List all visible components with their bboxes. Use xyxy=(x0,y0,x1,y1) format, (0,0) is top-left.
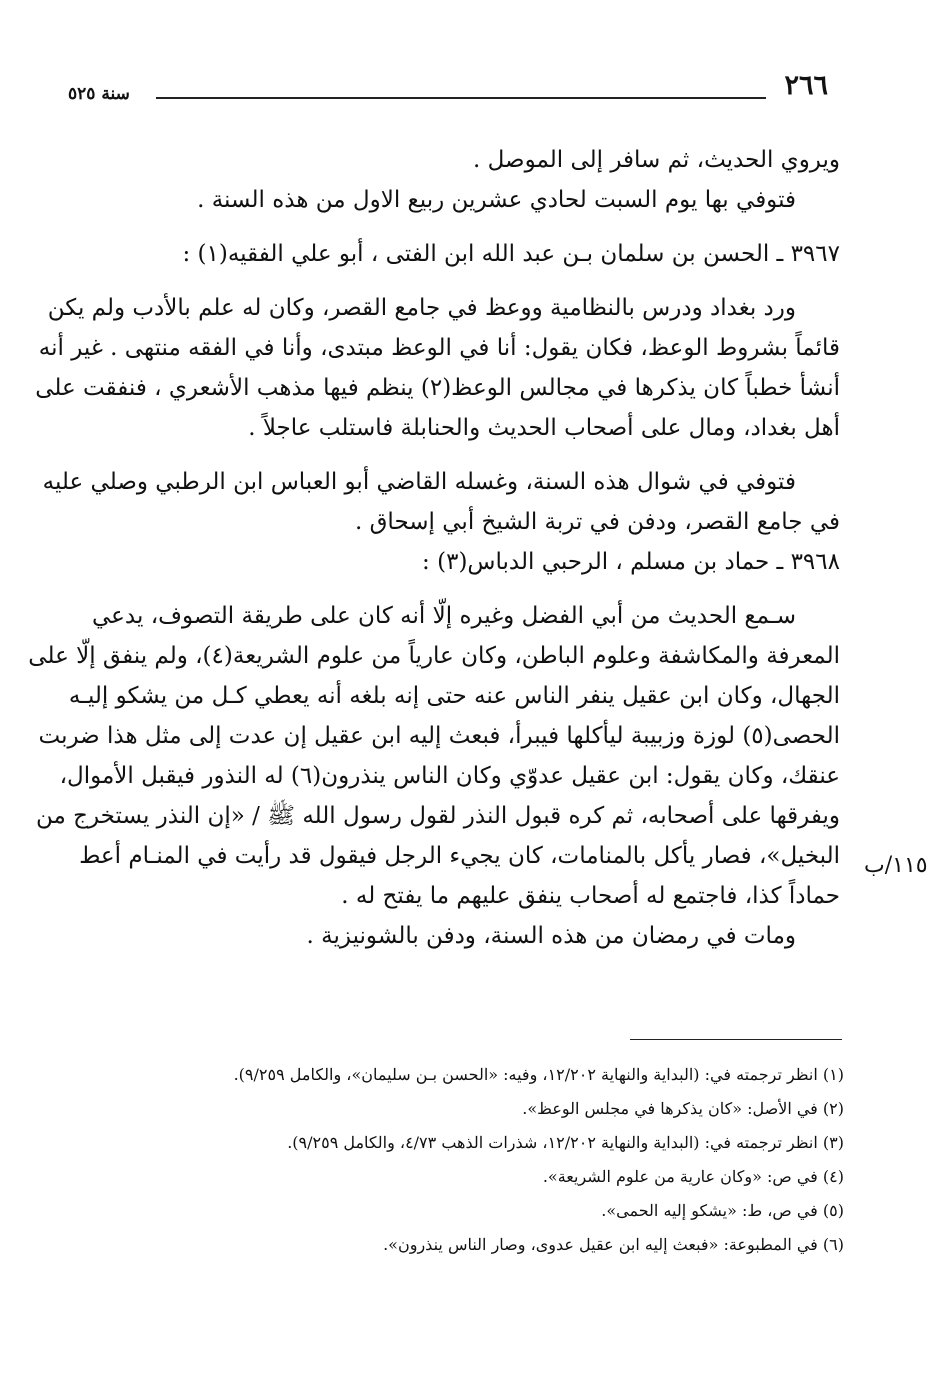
footnote: (٢) في الأصل: «كان يذكرها في مجلس الوعظ». xyxy=(522,1099,844,1118)
text-line: الجهال، وكان ابن عقيل ينفر الناس عنه حتى إنه بلغه أنه يعطي كـل من يشكو إليـه xyxy=(68,683,840,709)
footnote-separator xyxy=(630,1039,842,1040)
text-line: ويفرقها على أصحابه، ثم كره قبول النذر لقول رسول الله ﷺ / «إن النذر يستخرج من xyxy=(35,803,840,829)
text-line: ومات في رمضان من هذه السنة، ودفن بالشونيزية . xyxy=(306,923,796,949)
text-line: في جامع القصر، ودفن في تربة الشيخ أبي إسحاق . xyxy=(354,509,840,535)
text-line: قائماً بشروط الوعظ، فكان يقول: أنا في الوعظ مبتدى، وأنا في الفقه منتهى . غير أنه xyxy=(38,335,840,361)
text-line: ورد بغداد ودرس بالنظامية ووعظ في جامع القصر، وكان له علم بالأدب ولم يكن xyxy=(47,295,796,321)
text-line: فتوفي في شوال هذه السنة، وغسله القاضي أبو العباس ابن الرطبي وصلي عليه xyxy=(42,469,796,495)
header-rule xyxy=(156,97,766,99)
footnote: (٤) في ص: «وكان عارية من علوم الشريعة». xyxy=(542,1167,844,1186)
text-line: عنقك، وكان يقول: ابن عقيل عدوّي وكان الناس ينذرون(٦) له النذور فيقبل الأموال، xyxy=(59,763,840,789)
footnote: (٦) في المطبوعة: «فبعث إليه ابن عقيل عدوى، وصار الناس ينذرون». xyxy=(383,1235,844,1254)
running-header-year: سنة ٥٢٥ xyxy=(68,84,130,104)
text-line: ويروي الحديث، ثم سافر إلى الموصل . xyxy=(473,147,840,173)
text-line: أهل بغداد، ومال على أصحاب الحديث والحنابلة فاستلب عاجلاً . xyxy=(248,415,840,441)
main-text xyxy=(28,140,840,956)
text-line: سـمع الحديث من أبي الفضل وغيره إلّا أنه كان على طريقة التصوف، يدعي xyxy=(92,603,796,629)
text-line: البخيل»، فصار يأكل بالمنامات، كان يجيء الرجل فيقول قد رأيت في المنـام أعط xyxy=(79,843,840,869)
page-header xyxy=(68,70,828,110)
text-line: أنشأ خطباً كان يذكرها في مجالس الوعظ(٢) ينظم فيها مذهب الأشعري ، فنفقت على xyxy=(35,375,840,401)
text-line: حماداً كذا، فاجتمع له أصحاب ينفق عليهم ما يفتح له . xyxy=(341,883,840,909)
text-line: ٣٩٦٧ ـ الحسن بن سلمان بـن عبد الله ابن الفتى ، أبو علي الفقيه(١) : xyxy=(182,241,840,267)
manuscript-folio-note: ١١٥/ب xyxy=(864,853,928,878)
text-line: ٣٩٦٨ ـ حماد بن مسلم ، الرحبي الدباس(٣) : xyxy=(422,549,840,575)
text-line: فتوفي بها يوم السبت لحادي عشرين ربيع الاول من هذه السنة . xyxy=(197,187,796,213)
footnotes xyxy=(120,1058,844,1262)
footnote: (٥) في ص، ط: «يشكو إليه الحمى». xyxy=(601,1201,844,1220)
text-line: المعرفة والمكاشفة وعلوم الباطن، وكان عارياً من علوم الشريعة(٤)، ولم ينفق إلّا على xyxy=(28,643,840,669)
text-line: الحصى(٥) لوزة وزبيبة ليأكلها فيبرأ، فبعث إليه ابن عقيل إن عدت إلى مثل هذا ضربت xyxy=(38,723,840,749)
footnote: (٣) انظر ترجمته في: (البداية والنهاية ١٢/٢٠٢، شذرات الذهب ٤/٧٣، والكامل ٩/٢٥٩). xyxy=(287,1133,844,1152)
page-number: ٢٦٦ xyxy=(784,70,828,101)
footnote: (١) انظر ترجمته في: (البداية والنهاية ١٢/٢٠٢، وفيه: «الحسن بـن سليمان»، والكامل ٩/٢٥٩). xyxy=(233,1065,844,1084)
